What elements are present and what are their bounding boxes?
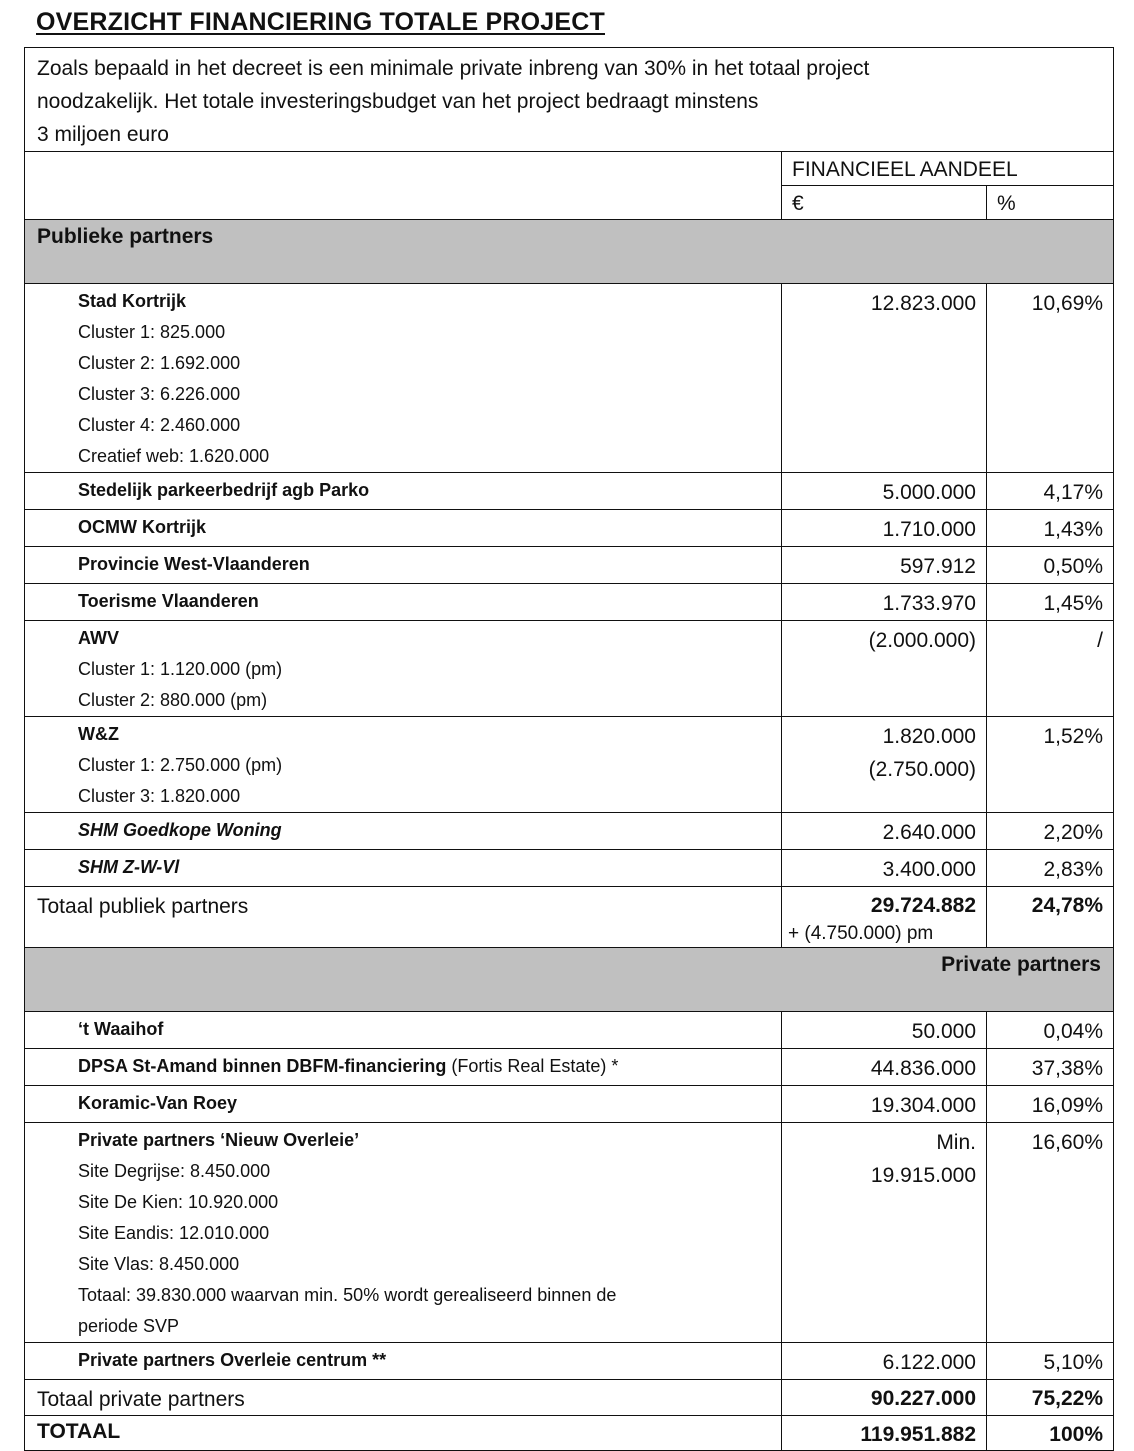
private-total-label: Totaal private partners [25, 1380, 782, 1416]
partner-name-cell [25, 850, 782, 887]
partner-name-cell [25, 1086, 782, 1123]
partner-pct: 2,83% [987, 850, 1114, 887]
partner-row [25, 473, 1114, 510]
intro-line: noodzakelijk. Het totale investeringsbudget van het project bedraagt minstens [37, 90, 759, 113]
page-title: OVERZICHT FINANCIERING TOTALE PROJECT [36, 8, 605, 36]
grand-total-label: TOTAAL [25, 1416, 782, 1451]
partner-euro-cell [782, 813, 987, 850]
partner-row [25, 510, 1114, 547]
partner-euro: 1.710.000 [882, 518, 976, 541]
section-label: Private partners [25, 948, 1114, 1012]
partner-name [78, 852, 771, 883]
partner-euro-cell [782, 1086, 987, 1123]
partner-subline: Cluster 4: 2.460.000 [78, 415, 241, 435]
partner-name-text: Koramic-Van Roey [78, 1093, 238, 1113]
partner-euro-cell [782, 510, 987, 547]
partner-euro: 6.122.000 [882, 1351, 976, 1374]
partner-name-text: AWV [78, 628, 120, 648]
partner-pct: 1,52% [987, 717, 1114, 813]
partner-row [25, 621, 1114, 717]
partner-pct: 37,38% [987, 1049, 1114, 1086]
partner-row [25, 1086, 1114, 1123]
private-total-row [25, 1380, 1114, 1416]
partner-subline: Cluster 3: 1.820.000 [78, 786, 241, 806]
partner-subline: Creatief web: 1.620.000 [78, 446, 270, 466]
partner-name-cell [25, 621, 782, 717]
partner-subline: Cluster 1: 2.750.000 (pm) [78, 755, 283, 775]
partner-name [78, 1014, 771, 1045]
partner-name-text: SHM Goedkope Woning [78, 820, 282, 840]
partner-euro-cell [782, 1049, 987, 1086]
partner-subline: Cluster 2: 1.692.000 [78, 353, 241, 373]
partner-row [25, 1049, 1114, 1086]
partner-euro-cell [782, 1012, 987, 1049]
partner-euro: (2.000.000) [868, 629, 976, 652]
partner-euro-cell [782, 717, 987, 813]
public-total-pm: + (4.750.000) pm [788, 923, 934, 944]
partner-row [25, 717, 1114, 813]
partner-name [78, 1051, 771, 1082]
partner-pct: 16,60% [987, 1123, 1114, 1343]
partner-name-text: Private partners Overleie centrum ** [78, 1350, 387, 1370]
public-total-pct: 24,78% [987, 887, 1114, 948]
partner-subline: Cluster 1: 1.120.000 (pm) [78, 659, 283, 679]
partner-name-suffix: (Fortis Real Estate) * [446, 1056, 619, 1076]
partner-name-cell [25, 813, 782, 850]
partner-name-cell [25, 284, 782, 473]
partner-pct: / [987, 621, 1114, 717]
private-total-pct: 75,22% [987, 1380, 1114, 1416]
partner-subline: Site Degrijse: 8.450.000 [78, 1161, 271, 1181]
public-total-row [25, 887, 1114, 948]
partner-pct: 2,20% [987, 813, 1114, 850]
partner-pct: 10,69% [987, 284, 1114, 473]
partner-name-cell [25, 473, 782, 510]
partner-pct: 5,10% [987, 1343, 1114, 1380]
public-total-euro: 29.724.882 [870, 894, 976, 917]
partner-name-cell [25, 547, 782, 584]
partner-euro: 12.823.000 [870, 292, 976, 315]
intro-line: Zoals bepaald in het decreet is een minimale private inbreng van 30% in het totaal project [37, 57, 870, 80]
partner-name-cell [25, 510, 782, 547]
partner-euro: Min. [936, 1131, 976, 1154]
partner-euro-cell [782, 284, 987, 473]
partner-pct: 0,04% [987, 1012, 1114, 1049]
public-total-euro-cell [782, 887, 987, 948]
partner-row [25, 813, 1114, 850]
partner-name-text: Provincie West-Vlaanderen [78, 554, 310, 574]
partner-name-text: Toerisme Vlaanderen [78, 591, 259, 611]
partner-pct: 1,43% [987, 510, 1114, 547]
partner-subline: Site Vlas: 8.450.000 [78, 1254, 240, 1274]
partner-name [78, 719, 771, 750]
header-empty-cell [25, 152, 782, 220]
private-total-euro: 90.227.000 [782, 1380, 987, 1416]
partner-euro-cell [782, 547, 987, 584]
partner-euro: 2.640.000 [882, 821, 976, 844]
partner-euro-cell [782, 584, 987, 621]
grand-total-pct: 100% [987, 1416, 1114, 1451]
section-label: Publieke partners [25, 220, 1114, 284]
partner-name-cell [25, 717, 782, 813]
intro-row [25, 48, 1114, 152]
partner-euro: 3.400.000 [882, 858, 976, 881]
partner-subline: Site De Kien: 10.920.000 [78, 1192, 279, 1212]
partner-euro: (2.750.000) [868, 758, 976, 781]
partner-name [78, 1088, 771, 1119]
partner-euro: 1.733.970 [882, 592, 976, 615]
intro-line: 3 miljoen euro [37, 123, 169, 146]
partner-subline: Cluster 3: 6.226.000 [78, 384, 241, 404]
partner-name-cell [25, 1343, 782, 1380]
partner-euro: 19.915.000 [870, 1164, 976, 1187]
grand-total-euro: 119.951.882 [782, 1416, 987, 1451]
partner-name-text: DPSA St-Amand binnen DBFM-financiering [78, 1056, 447, 1076]
partner-row [25, 850, 1114, 887]
partner-subline: periode SVP [78, 1316, 180, 1336]
section-row [25, 220, 1114, 284]
partner-euro: 5.000.000 [882, 481, 976, 504]
partner-name [78, 1345, 771, 1376]
partner-euro-cell [782, 1343, 987, 1380]
grand-total-row [25, 1416, 1114, 1451]
partner-name-cell [25, 1049, 782, 1086]
partner-pct: 1,45% [987, 584, 1114, 621]
partner-subline: Cluster 1: 825.000 [78, 322, 226, 342]
partner-name-text: W&Z [78, 724, 119, 744]
partner-euro-cell [782, 1123, 987, 1343]
partner-name-cell [25, 584, 782, 621]
partner-name [78, 586, 771, 617]
partner-name-cell [25, 1123, 782, 1343]
section-row [25, 948, 1114, 1012]
partner-name [78, 549, 771, 580]
partner-name [78, 623, 771, 654]
partner-pct: 0,50% [987, 547, 1114, 584]
partner-row [25, 547, 1114, 584]
partner-row [25, 1012, 1114, 1049]
partner-name-text: Stedelijk parkeerbedrijf agb Parko [78, 480, 370, 500]
partner-name [78, 512, 771, 543]
partner-pct: 16,09% [987, 1086, 1114, 1123]
partner-name-text: Private partners ‘Nieuw Overleie’ [78, 1130, 360, 1150]
partner-row [25, 1123, 1114, 1343]
header-euro: € [782, 186, 987, 220]
partner-euro: 597.912 [900, 555, 976, 578]
partner-name-text: OCMW Kortrijk [78, 517, 206, 537]
partner-euro: 19.304.000 [870, 1094, 976, 1117]
partner-subline: Cluster 2: 880.000 (pm) [78, 690, 268, 710]
partner-name-text: SHM Z-W-Vl [78, 857, 180, 877]
partner-name [78, 815, 771, 846]
partner-name-text: Stad Kortrijk [78, 291, 187, 311]
partner-name-text: ‘t Waaihof [78, 1019, 164, 1039]
financing-table [24, 47, 1114, 1451]
partner-row [25, 584, 1114, 621]
partner-euro: 1.820.000 [882, 725, 976, 748]
partner-row [25, 1343, 1114, 1380]
partner-euro: 50.000 [911, 1020, 976, 1043]
public-total-label: Totaal publiek partners [25, 887, 782, 948]
partner-name [78, 1125, 771, 1156]
partner-name-cell [25, 1012, 782, 1049]
header-pct: % [987, 186, 1114, 220]
partner-name [78, 286, 771, 317]
header-group: FINANCIEEL AANDEEL [782, 152, 1114, 186]
partner-pct: 4,17% [987, 473, 1114, 510]
partner-subline: Totaal: 39.830.000 waarvan min. 50% wordt gerealiseerd binnen de [78, 1285, 617, 1305]
partner-euro-cell [782, 621, 987, 717]
intro-text [25, 48, 1114, 152]
partner-euro: 44.836.000 [870, 1057, 976, 1080]
partner-subline: Site Eandis: 12.010.000 [78, 1223, 270, 1243]
partner-name [78, 475, 771, 506]
partner-euro-cell [782, 473, 987, 510]
header-row [25, 152, 1114, 186]
partner-euro-cell [782, 850, 987, 887]
partner-row [25, 284, 1114, 473]
